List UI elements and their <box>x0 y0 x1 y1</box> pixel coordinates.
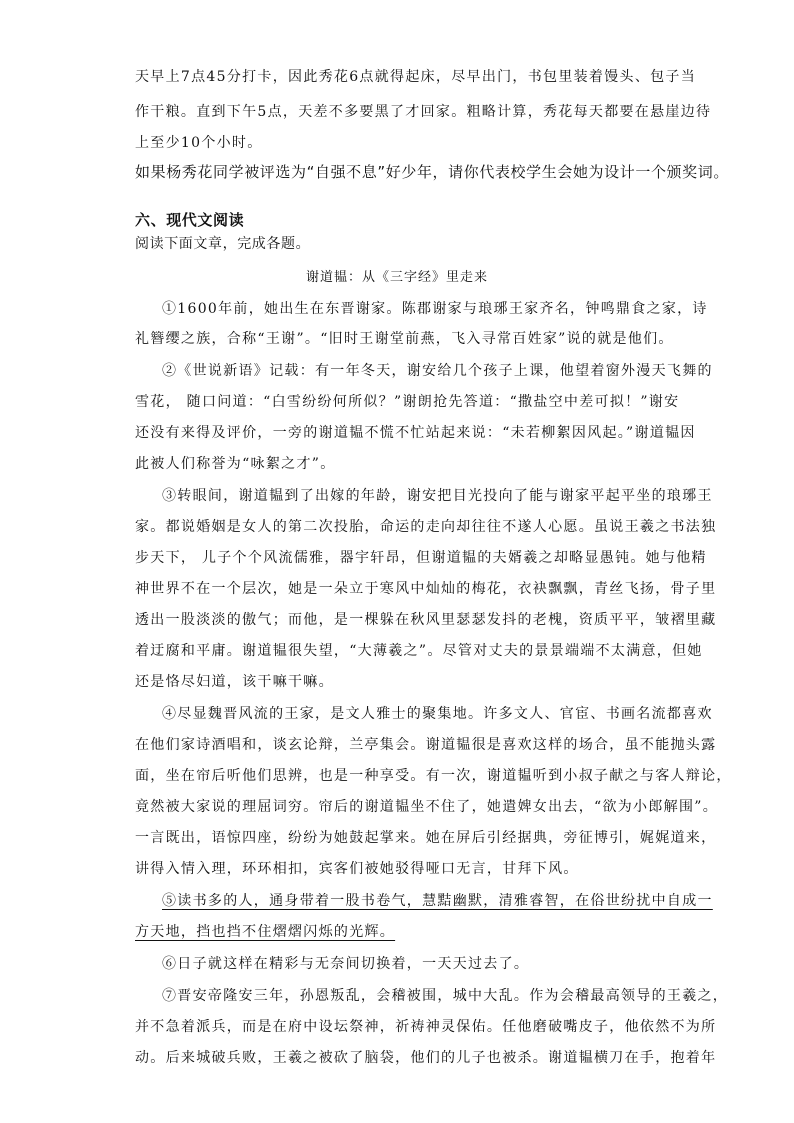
article-line: 神世界不在一个层次，她是一朵立于寒风中灿灿的梅花，衣袂飘飘，青丝飞扬，骨子里 <box>135 581 717 597</box>
article-line: ⑦晋安帝隆安三年，孙恩叛乱，会稽被围，城中大乱。作为会稽最高领导的王羲之， <box>162 988 729 1004</box>
underlined-sentence: ⑤读书多的人，通身带着一股书卷气，慧黠幽默，清雅睿智，在俗世纷扰中自成一 <box>162 893 713 909</box>
article-line: 礼簪缨之族，合称“王谢”。“旧时王谢堂前燕，飞入寻常百姓家”说的就是他们。 <box>135 331 674 347</box>
section-heading: 六、现代文阅读 <box>135 211 245 229</box>
article-line: 步天下， 儿子个个风流儒雅，器宇轩昂，但谢道韫的夫婿羲之却略显愚钝。她与他精 <box>135 550 707 566</box>
intro-line-3: 上至少10个小时。 <box>135 135 263 151</box>
article-line: 面，坐在帘后听他们思辨，也是一种享受。有一次，谢道韫听到小叔子献之与客人辩论， <box>135 768 732 784</box>
article-line: 讲得入情入理，环环相扣，宾客们被她驳得哑口无言，甘拜下风。 <box>135 861 579 877</box>
intro-line-2: 作干粮。直到下午5点，天差不多要黑了才回家。粗略计算，秀花每天都要在悬崖边待 <box>135 104 712 120</box>
article-line: ④尽显魏晋风流的王家，是文人雅士的聚集地。许多文人、官宦、书画名流都喜欢 <box>162 706 713 722</box>
article-line: 透出一股淡淡的傲气；而他，是一棵躲在秋风里瑟瑟发抖的老槐，资质平平，皱褶里藏 <box>135 612 717 628</box>
question-text: 如果杨秀花同学被评选为“自强不息”好少年，请你代表校学生会她为设计一个颁奖词。 <box>135 163 729 181</box>
article-line: 在他们家诗酒唱和，谈玄论辩，兰亭集会。谢道韫很是喜欢这样的场合，虽不能抛头露 <box>135 737 717 753</box>
article-title: 谢道韫：从《三字经》里走来 <box>305 270 488 285</box>
section-instruction: 阅读下面文章，完成各题。 <box>135 236 311 252</box>
article-line: 还没有来得及评价，一旁的谢道韫不慌不忙站起来说：“未若柳絮因风起。”谢道韫因 <box>135 425 696 441</box>
article-line: ②《世说新语》记载：有一年冬天，谢安给几个孩子上课，他望着窗外漫天飞舞的 <box>162 363 713 379</box>
article-line: 并不急着派兵，而是在府中设坛祭神，祈祷神灵保佑。任他磨破嘴皮子，他依然不为所 <box>135 1019 717 1035</box>
article-line: ①1600年前，她出生在东晋谢家。陈郡谢家与琅琊王家齐名，钟鸣鼎食之家，诗 <box>162 301 708 317</box>
underlined-sentence: 方天地，挡也挡不住熠熠闪烁的光辉。 <box>135 924 396 940</box>
article-line: ⑥日子就这样在精彩与无奈间切换着，一天天过去了。 <box>162 956 530 972</box>
article-line: 一言既出，语惊四座，纷纷为她鼓起掌来。她在屏后引经据典，旁征博引，娓娓道来， <box>135 830 717 846</box>
article-line: ③转眼间，谢道韫到了出嫁的年龄，谢安把目光投向了能与谢家平起平坐的琅琊王 <box>162 488 713 504</box>
article-line: 竟然被大家说的理屈词穷。帘后的谢道韫坐不住了，她遣婢女出去，“欲为小郎解围”。 <box>135 799 719 815</box>
article-line: 雪花， 随口问道：“白雪纷纷何所似？”谢朗抢先答道：“撒盐空中差可拟！”谢安 <box>135 394 680 410</box>
intro-line-1: 天早上7点45分打卡，因此秀花6点就得起床，尽早出门，书包里装着馒头、包子当 <box>135 69 697 85</box>
article-line: 还是恪尽妇道，该干嘛干嘛。 <box>135 674 334 690</box>
article-line: 此被人们称誉为“咏絮之才”。 <box>135 456 336 472</box>
article-line: 着迂腐和平庸。谢道韫很失望，“大薄羲之”。尽管对丈夫的景景端端不太满意，但她 <box>135 643 703 659</box>
article-line: 动。后来城破兵败，王羲之被砍了脑袋，他们的儿子也被杀。谢道韫横刀在手，抱着年 <box>135 1050 717 1066</box>
article-line: 家。都说婚姻是女人的第二次投胎，命运的走向却往往不遂人心愿。虽说王羲之书法独 <box>135 519 717 535</box>
